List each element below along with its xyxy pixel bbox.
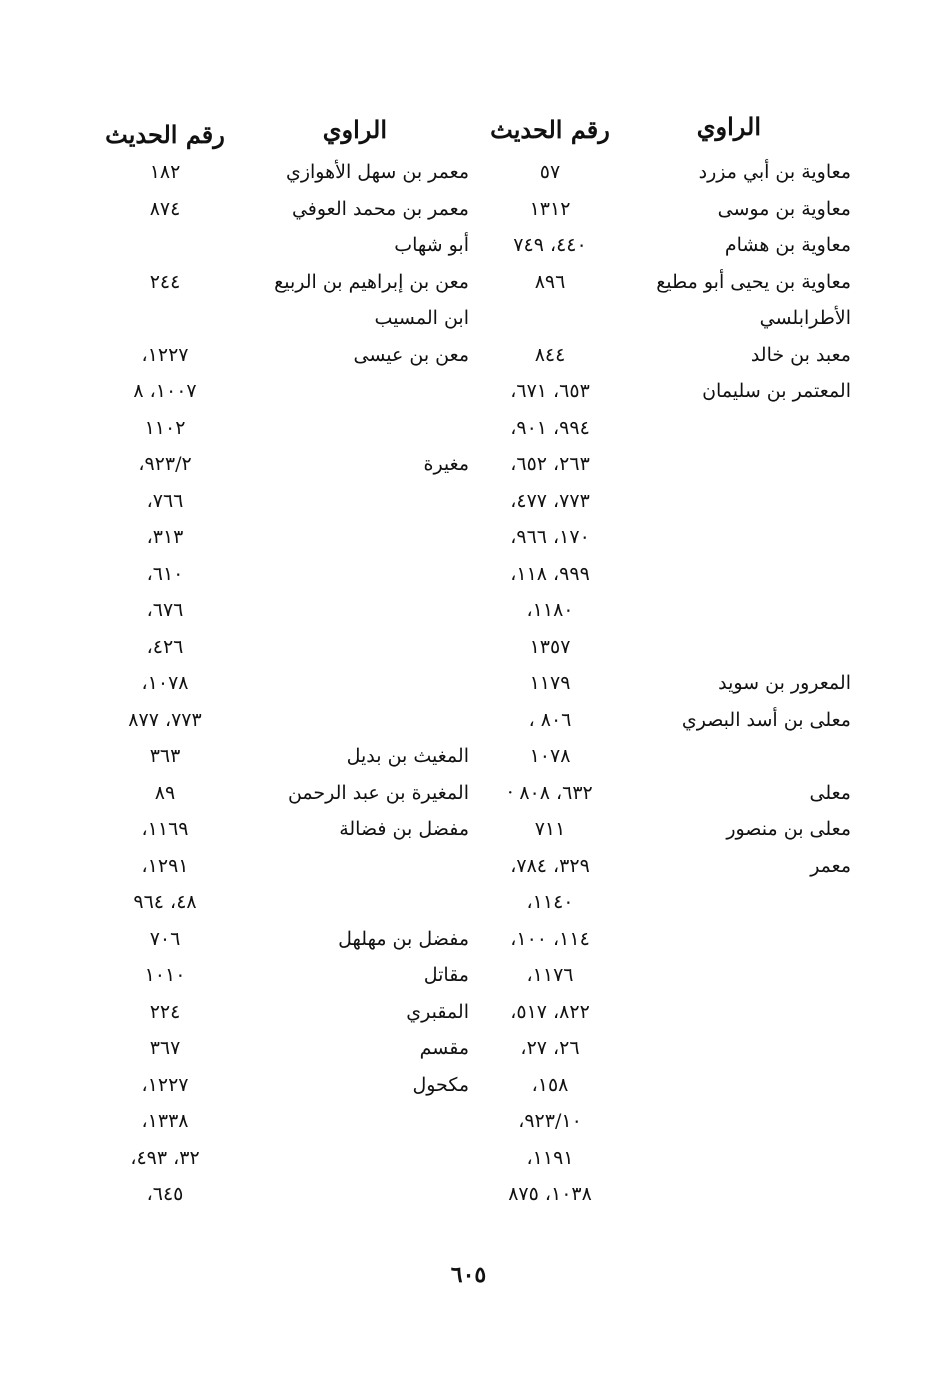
left-hadith-numbers: ٧٦٦، (146, 490, 184, 512)
left-hadith-numbers: ١٠٧٨، (141, 672, 189, 694)
right-hadith-numbers: ١١٤٠، (526, 891, 574, 913)
right-hadith-numbers: ٨٩٦ (534, 271, 566, 293)
left-narrator-name: مفضل بن مهلهل (338, 928, 469, 950)
left-narrator-name: مفضل بن فضالة (339, 818, 469, 840)
right-narrator-name: معمر (810, 855, 851, 877)
left-narrator-name: معن بن عيسى (353, 344, 469, 366)
left-narrator-name: مقسم (419, 1037, 469, 1059)
right-narrator-name: معلى بن منصور (726, 818, 851, 840)
right-hadith-numbers: ١١٨٠، (526, 599, 574, 621)
left-hadith-numbers: ٦٤٥، (146, 1183, 184, 1205)
right-narrator-name: الأطرابلسي (759, 307, 851, 329)
left-hadith-numbers: ٨٩ (154, 782, 176, 804)
left-narrator-header: الراوي (322, 115, 387, 144)
right-hadith-numbers: ٢٦٣، ٦٥٢، (510, 453, 590, 475)
left-narrator-name: معن بن إبراهيم بن الربيع (274, 271, 469, 293)
left-narrator-name: مقاتل (423, 964, 469, 986)
left-hadith-numbers: ٣١٣، (146, 526, 184, 548)
left-hadith-numbers: ١٠١٠ (144, 964, 186, 986)
right-hadith-numbers: ١٠٧٨ (529, 745, 571, 767)
right-hadith-numbers: ٤٤٠، ٧٤٩ (513, 234, 587, 256)
left-hadith-numbers: ٦٧٦، (146, 599, 184, 621)
left-hadith-numbers: ٣٦٣ (149, 745, 181, 767)
page-number: ٦٠٥ (450, 1262, 487, 1288)
right-hadith-numbers: ١١٧٩ (529, 672, 571, 694)
left-hadith-numbers: ٣٢، ٤٩٣، (130, 1147, 200, 1169)
right-narrator-name: المعرور بن سويد (718, 672, 851, 694)
left-hadith-header: رقم الحديث (105, 120, 225, 149)
left-hadith-numbers: ٨٧٤ (149, 198, 181, 220)
right-hadith-numbers: ٦٥٣، ٦٧١، (510, 380, 590, 402)
left-hadith-numbers: ١٢٢٧، (141, 344, 189, 366)
left-hadith-numbers: ١٣٣٨، (141, 1110, 189, 1132)
right-hadith-numbers: ٣٢٩، ٧٨٤، (510, 855, 590, 877)
right-hadith-numbers: ٨٤٤ (534, 344, 566, 366)
left-narrator-name: ابن المسيب (374, 307, 469, 329)
right-hadith-header: رقم الحديث (490, 115, 610, 144)
left-narrator-name: مغيرة (423, 453, 469, 475)
right-narrator-name: معلى (809, 782, 851, 804)
right-hadith-numbers: ١١٤، ١٠٠، (510, 928, 590, 950)
right-narrator-name: معاوية بن أبي مزرد (698, 161, 851, 183)
right-hadith-numbers: ٧٧٣، ٤٧٧، (510, 490, 590, 512)
left-hadith-numbers: ٤٢٦، (146, 636, 184, 658)
right-hadith-numbers: ١١٧٦، (526, 964, 574, 986)
left-hadith-numbers: ٤٨، ٩٦٤ (133, 891, 197, 913)
right-hadith-numbers: ٩٩٩، ١١٨، (510, 563, 590, 585)
left-hadith-numbers: ٧٧٣، ٨٧٧ (128, 709, 202, 731)
left-hadith-numbers: ١٢٢٧، (141, 1074, 189, 1096)
left-hadith-numbers: ٦١٠، (146, 563, 184, 585)
left-narrator-name: المغيث بن بديل (346, 745, 469, 767)
left-narrator-name: المغيرة بن عبد الرحمن (287, 782, 469, 804)
right-narrator-name: معاوية بن يحيى أبو مطيع (656, 271, 851, 293)
right-hadith-numbers: ٢٦، ٢٧، (520, 1037, 580, 1059)
left-hadith-numbers: ٩٢٣/٢، (138, 453, 192, 475)
right-hadith-numbers: ٨٠٦ ، (528, 709, 572, 731)
left-hadith-numbers: ٧٠٦ (149, 928, 181, 950)
right-hadith-numbers: ٦٣٢، ٨٠٨ · (507, 782, 593, 804)
left-narrator-name: معمر بن سهل الأهوازي (285, 161, 469, 183)
right-narrator-name: معاوية بن موسى (717, 198, 851, 220)
right-hadith-numbers: ٧١١ (534, 818, 566, 840)
left-narrator-name: أبو شهاب (394, 234, 469, 256)
left-narrator-name: مكحول (412, 1074, 469, 1096)
right-hadith-numbers: ٥٧ (539, 161, 561, 183)
left-hadith-numbers: ١١٦٩، (141, 818, 189, 840)
right-hadith-numbers: ١٥٨، (531, 1074, 569, 1096)
left-hadith-numbers: ٢٢٤ (149, 1001, 181, 1023)
left-narrator-name: معمر بن محمد العوفي (291, 198, 469, 220)
right-narrator-name: معلى بن أسد البصري (681, 709, 851, 731)
left-hadith-numbers: ١١٠٢ (144, 417, 186, 439)
right-hadith-numbers: ٩٢٣/١٠، (518, 1110, 582, 1132)
left-hadith-numbers: ١٢٩١، (141, 855, 189, 877)
left-hadith-numbers: ٢٤٤ (149, 271, 181, 293)
right-narrator-name: معبد بن خالد (750, 344, 851, 366)
right-hadith-numbers: ١٠٣٨، ٨٧٥ (508, 1183, 592, 1205)
right-hadith-numbers: ١٣٥٧ (529, 636, 571, 658)
left-hadith-numbers: ٣٦٧ (149, 1037, 181, 1059)
right-narrator-header: الراوي (696, 112, 761, 141)
left-hadith-numbers: ١٨٢ (149, 161, 181, 183)
right-narrator-name: معاوية بن هشام (724, 234, 851, 256)
right-hadith-numbers: ١١٩١، (526, 1147, 574, 1169)
left-narrator-name: المقبري (406, 1001, 469, 1023)
right-hadith-numbers: ١٧٠، ٩٦٦، (510, 526, 590, 548)
right-hadith-numbers: ١٣١٢ (529, 198, 571, 220)
left-hadith-numbers: ١٠٠٧، ٨ (133, 380, 197, 402)
right-narrator-name: المعتمر بن سليمان (702, 380, 851, 402)
right-hadith-numbers: ٨٢٢، ٥١٧، (510, 1001, 590, 1023)
right-hadith-numbers: ٩٩٤، ٩٠١، (510, 417, 590, 439)
